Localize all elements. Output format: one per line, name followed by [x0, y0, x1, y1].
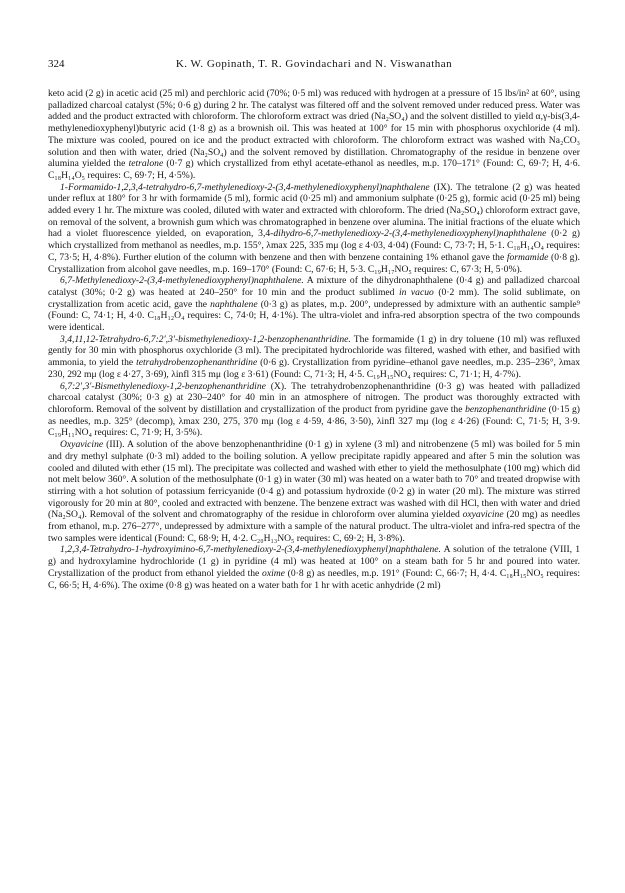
text-run: (0·15 g) as needles, m.p. 325° (decomp), λmax 230, 275, 370 mμ (log ε 4·59, 4·86, 3·50), λinfl 327 mμ (log ε 4·26) (Found: C, 71·5; H, 3·9. C₁₉H₁₁NO₄ requires: C, 71·9; H, 3·5%). [48, 403, 580, 439]
italic-text-run: tetrahydrobenzophenanthridine [136, 357, 258, 369]
italic-text-run: oxime [262, 567, 285, 579]
text-run: (IX). The tetralone (2 g) was heated under reflux at 180° for 3 hr with formamide (5 ml), formic acid (0·25 ml) and ammonium sulphate (0·25 g), formic acid (0·25 ml) being added every 1 hr. The mixture was cooled, diluted with water and extracted with chloroform. The dried (Na₂SO₄) chloroform extract gave, on removal of the solvent, a brownish gum which was chromatographed in benzene over alumina. The initial fractions of the eluate which had a violet fluorescence yielded, on evaporation, 3,4- [48, 181, 580, 240]
italic-text-run: 1-Formamido-1,2,3,4-tetrahydro-6,7-methylenedioxy-2-(3,4-methylenedioxyphenyl)naphthalene [60, 181, 430, 193]
paragraph [48, 275, 580, 334]
text-run: (20 mg) as needles from ethanol, m.p. 276–277°, undepressed by admixture with a sample of the natural product. The ultra-violet and infra-red spectra of the two samples were identical (Found: C, 68·9; H, 4·2. C₂₀H₁₃NO₅ requires: C, 69·2; H, 3·8%). [48, 509, 580, 544]
text-run: (0·8 g). Crystallization from alcohol gave needles, m.p. 169–170° (Found: C, 67·6; H, 5·3. C₁₉H₁₇NO₅ requires: C, 67·3; H, 5·0%). [48, 251, 580, 275]
paragraph [48, 334, 580, 381]
text-run: (0·2 g) which crystallized from methanol as needles, m.p. 155°, λmax 225, 335 mμ (log ε 4·03, 4·04) (Found: C, 73·7; H, 5·1. C₁₈H₁₄O₄ requires: C, 73·5; H, 4·8%). Further elution of the column with benzene and then with benzene containing 1% ethanol gave the [48, 228, 580, 263]
paragraph [48, 544, 580, 591]
text-run: keto acid (2 g) in acetic acid (25 ml) and perchloric acid (70%; 0·5 ml) was reduced with hydrogen at a pressure of 15 lbs/in² at 60°, using palladized charcoal catalyst (5%; 0·6 g) during 2 hr. The catalyst was filtered off and the solvent removed under reduced press. Water was added and the product extracted with chloroform. The chloroform extract was dried (Na₂SO₄) and the solvent distilled to yield α,γ-bis(3,4-methylenedioxyphenyl)butyric acid (1·8 g) as a brownish oil. This was heated at 100° for 15 min with phosphorus oxychloride (4 ml). The mixture was cooled, poured on ice and the product extracted with chloroform. The chloroform extract was washed with Na₂CO₃ solution and then with water, dried (Na₂SO₄) and the solvent removed by distillation. Chromatography of the residue in benzene over alumina yielded the [48, 88, 580, 170]
page-number: 324 [48, 58, 65, 70]
paragraph [48, 439, 580, 544]
article-body [48, 88, 580, 591]
italic-text-run: tetralone [128, 158, 164, 170]
italic-text-run: in vacuo [398, 286, 434, 298]
text-run: (X). The tetrahydrobenzophenanthridine (0·3 g) was heated with palladized charcoal catalyst (30%; 0·3 g) at 230–240° for 40 min in an atmosphere of nitrogen. The product was thoroughly extracted with chloroform. Removal of the solvent by distillation and crystallization of the product from pyridine gave the [48, 380, 580, 415]
italic-text-run: formamide [506, 251, 549, 263]
italic-text-run: benzophenanthridine [465, 403, 547, 415]
italic-text-run: 1,2,3,4-Tetrahydro-1-hydroxyimino-6,7-methylenedioxy-2-(3,4-methylenedioxyphenyl)naphthalene. [60, 544, 441, 556]
text-run: The formamide (1 g) in dry toluene (10 ml) was refluxed gently for 30 min with phosphorus oxychloride (3 ml). The precipitated hydrochloride was filtered, washed with ether, and basified with ammonia, to yield the [48, 333, 580, 369]
paragraph [48, 88, 580, 182]
italic-text-run: 6,7:2′,3′-Bismethylenedioxy-1,2-benzophenanthridine [60, 380, 266, 392]
text-run: (0·7 g) which crystallized from ethyl acetate-ethanol as needles, m.p. 170–171° (Found: C, 69·7; H, 4·6. C₁₈H₁₄O₅ requires: C, 69·7; H, 4·5%). [48, 158, 580, 181]
text-run: (0·2 mm). The solid sublimate, on crystallization from acetic acid, gave the [48, 286, 580, 310]
text-run: (0·6 g). Crystallization from pyridine–ethanol gave needles, m.p. 235–236°, λmax 230, 292 mμ (log ε 4·27, 3·69), λinfl 315 mμ (log ε 3·61) (Found: C, 71·3; H, 4·5. C₁₉H₁₅NO₄ requires: C, 71·1; H, 4·7%). [48, 357, 581, 380]
running-authors: K. W. Gopinath, T. R. Govindachari and N. Viswanathan [175, 58, 453, 70]
italic-text-run: Oxyavicine [60, 439, 104, 451]
text-run: A solution of the tetralone (VIII, 1 g) and hydroxylamine hydrochloride (1 g) in pyridine (4 ml) was heated at 100° on a steam bath for 5 hr and poured into water. Crystallization of the product from ethanol yielded the [48, 544, 580, 579]
text-run: (III). A solution of the above benzophenanthridine (0·1 g) in xylene (3 ml) and nitrobenzene (5 ml) was boiled for 5 min and dry methyl sulphate (0·3 ml) added to the boiling solution. A yellow precipitate rapidly appeared and after 5 min the solution was cooled and diluted with ether (15 ml). The precipitate was collected and washed with ether to yield the methosulphate (100 mg) which did not melt below 360°. A solution of the methosulphate (0·1 g) in water (30 ml) was heated on a water bath to 70° and treated dropwise with stirring with a hot solution of potassium ferricyanide (0·4 g) and potassium hydroxide (0·2 g) in water (20 ml). The mixture was stirred vigorously for 20 min at 80°, cooled and extracted with benzene. The benzene extract was washed with dil HCl, then with water and dried (Na₂SO₄). Removal of the solvent and chromatography of the residue in chloroform over alumina yielded [48, 439, 580, 521]
italic-text-run: dihydro-6,7-methylenedioxy-2-(3,4-methylenedioxyphenyl)naphthalene [273, 228, 547, 240]
text-run: (0·3 g) as plates, m.p. 200°, undepressed by admixture with an authentic sample⁹ (Found: C, 74·1; H, 4·0. C₁₈H₁₂O₄ requires: C, 74·0; H, 4·1%). The ultra-violet and infra-red absorption spectra of the two compounds were identical. [48, 298, 580, 334]
italic-text-run: naphthalene [210, 298, 258, 310]
italic-text-run: 3,4,11,12-Tetrahydro-6,7:2′,3′-bismethylenedioxy-1,2-benzophenanthridine. [60, 333, 351, 345]
text-run: (0·8 g) as needles, m.p. 191° (Found: C, 66·7; H, 4·4. C₁₈H₁₅NO₅ requires: C, 66·5; H, 4·6%). The oxime (0·8 g) was heated on a water bath for 1 hr with acetic anhydride (2 ml) [48, 567, 580, 591]
paragraph [48, 182, 580, 276]
journal-page [48, 58, 580, 591]
paragraph [48, 381, 580, 440]
running-header [48, 58, 580, 71]
italic-text-run: oxyavicine [462, 509, 504, 521]
text-run: A mixture of the dihydronaphthalene (0·4 g) and palladized charcoal catalyst (30%; 0·2 g) was heated at 240–250° for 10 min and the product sublimed [48, 275, 580, 298]
italic-text-run: 6,7-Methylenedioxy-2-(3,4-methylenedioxyphenyl)naphthalene. [60, 275, 304, 287]
